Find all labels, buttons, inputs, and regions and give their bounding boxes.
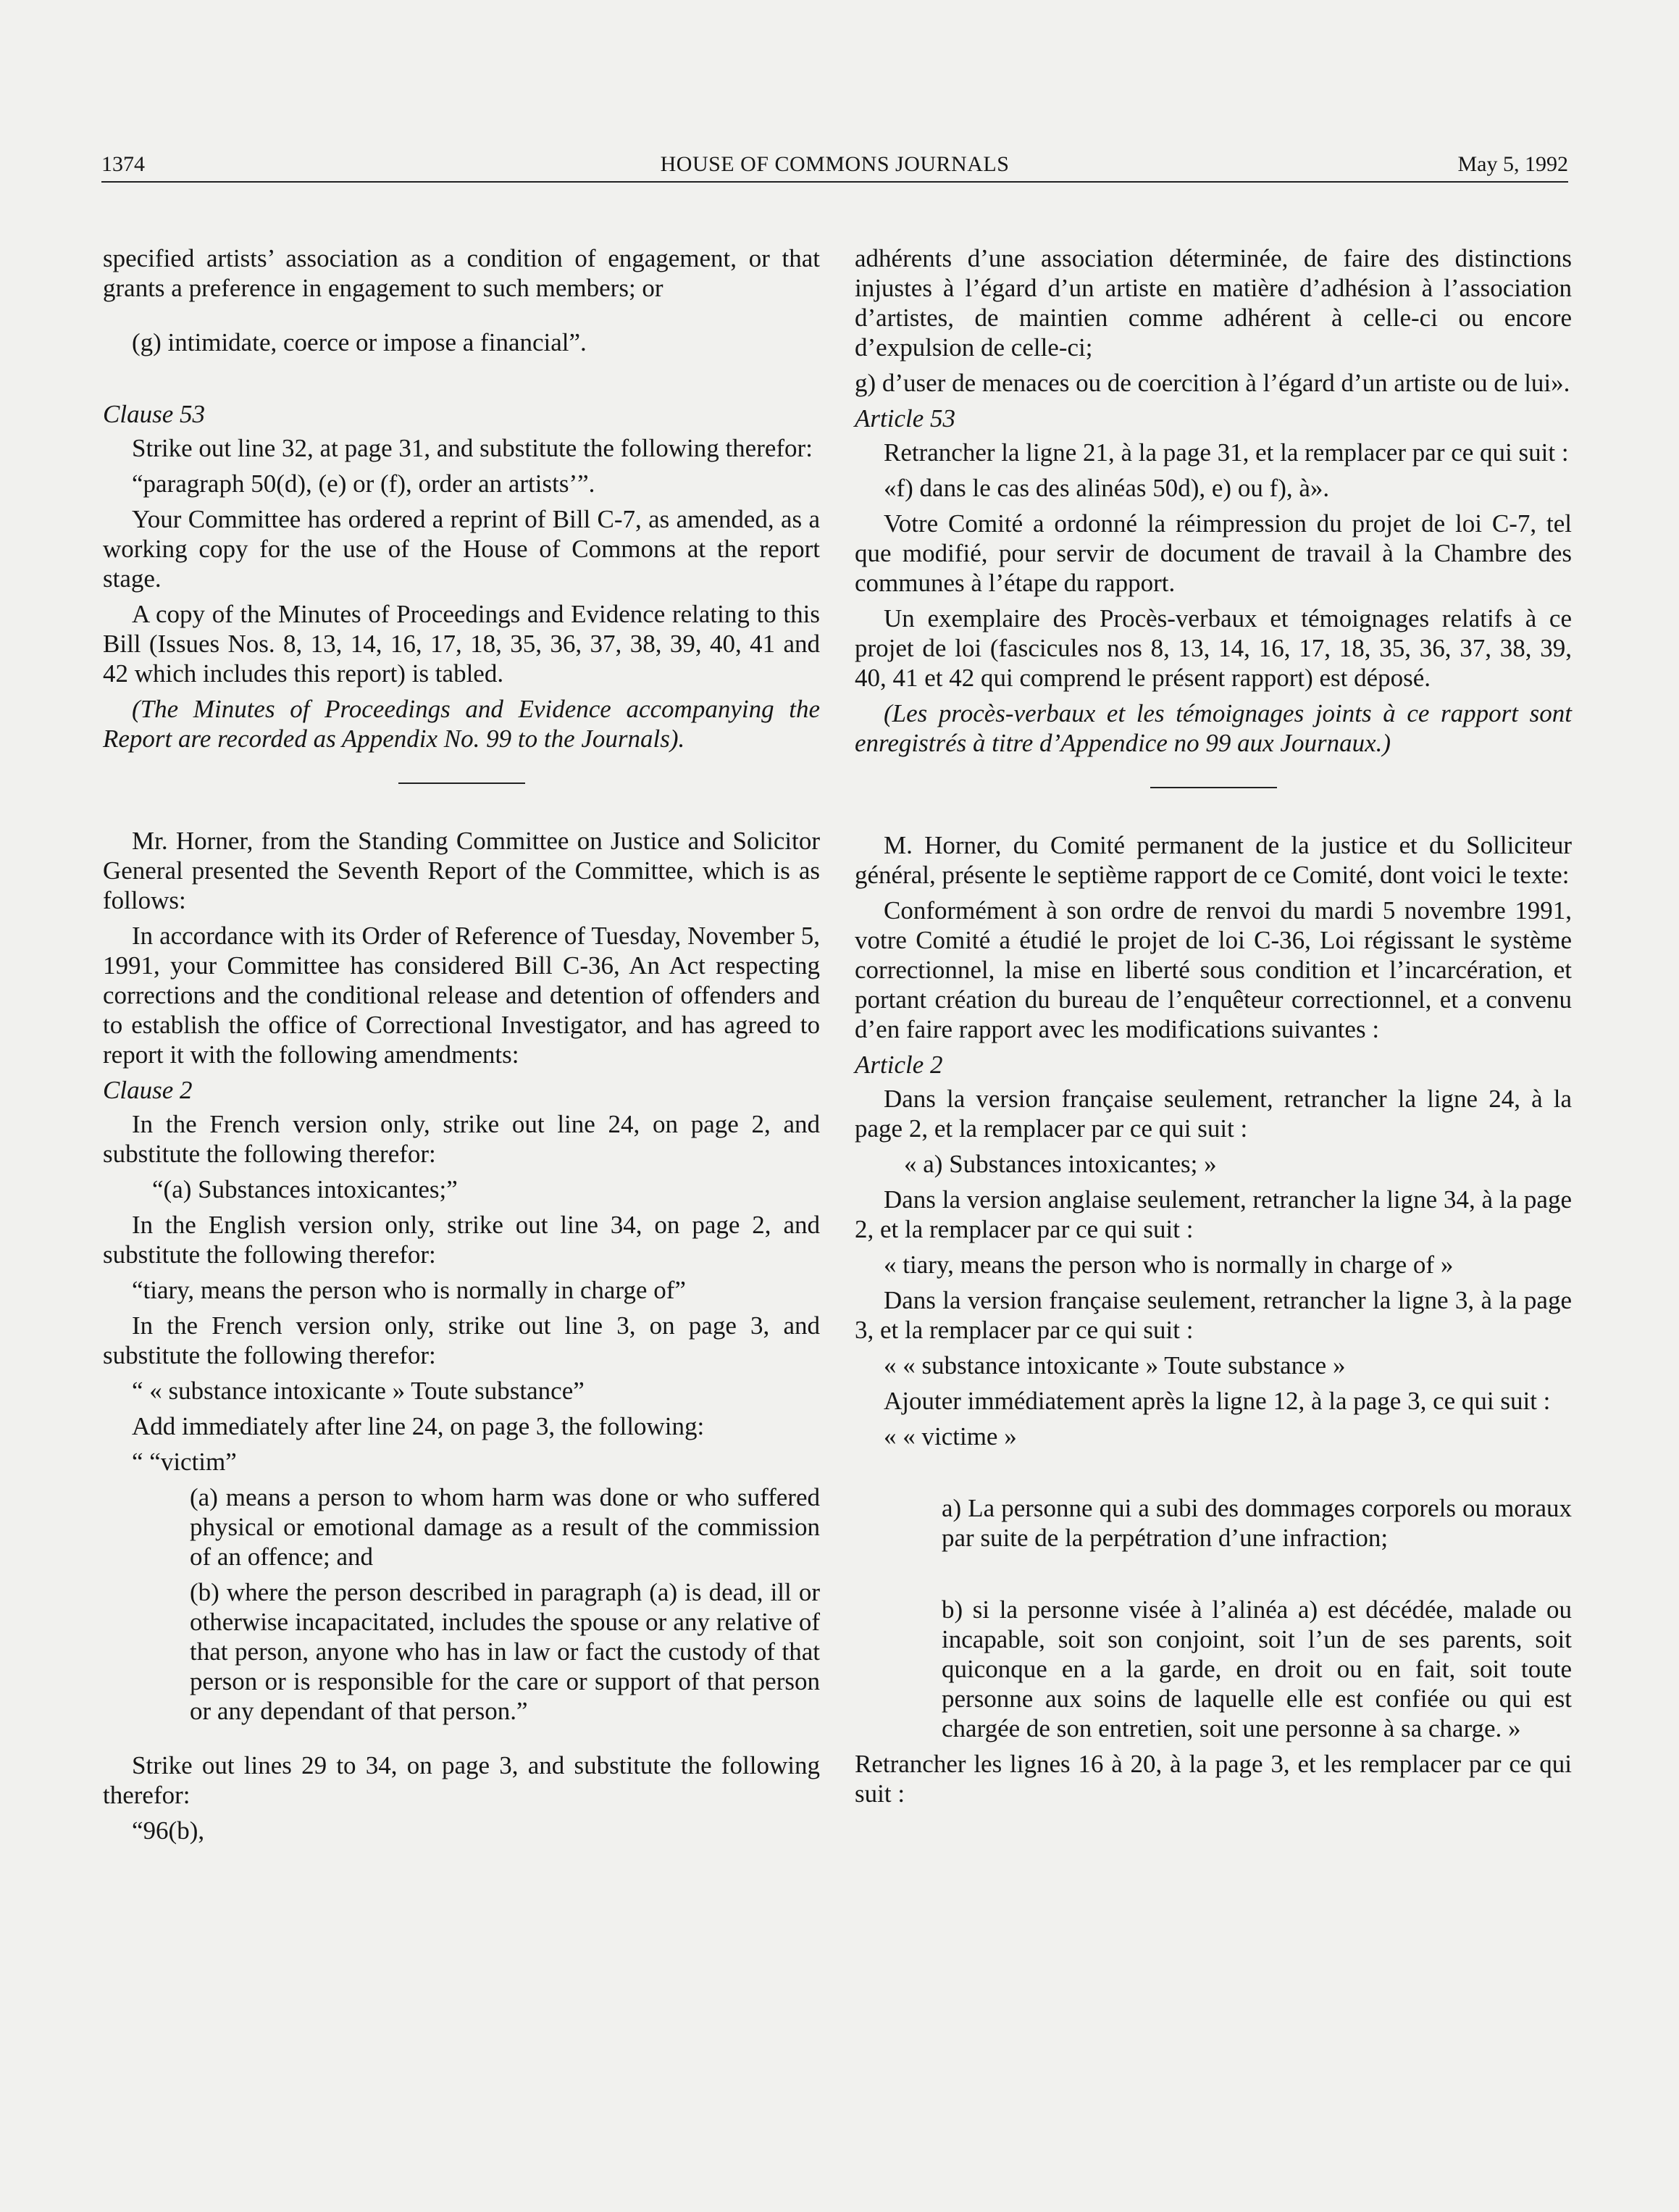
paragraph: Votre Comité a ordonné la réimpression du projet de loi C-7, tel que modifié, pour servir de document de travail à la Chambre des communes à l’étape du rapport. — [855, 509, 1572, 597]
journal-title: HOUSE OF COMMONS JOURNALS — [660, 152, 1010, 176]
paragraph: Un exemplaire des Procès-verbaux et témoignages relatifs à ce projet de loi (fascicules nos 8, 13, 14, 16, 17, 18, 35, 36, 37, 38, 39, 40, 41 et 42 qui comprend le présent rapport) est déposé. — [855, 604, 1572, 692]
paragraph: g) d’user de menaces ou de coercition à l’égard d’un artiste ou de lui». — [855, 369, 1570, 397]
article-heading: Article 53 — [855, 404, 955, 433]
paragraph: Add immediately after line 24, on page 3, the following: — [132, 1412, 705, 1440]
paragraph: (The Minutes of Proceedings and Evidence accompanying the Report are recorded as Appendix No. 99 to the Journals). — [103, 695, 820, 753]
paragraph: Dans la version française seulement, retrancher la ligne 3, à la page 3, et la remplacer par ce qui suit : — [855, 1286, 1572, 1344]
paragraph: Strike out line 32, at page 31, and substitute the following therefor: — [132, 434, 813, 462]
paragraph: « « substance intoxicante » Toute substance » — [884, 1351, 1346, 1380]
paragraph: “ “victim” — [132, 1448, 237, 1476]
paragraph: (b) where the person described in paragraph (a) is dead, ill or otherwise incapacitated, includes the spouse or any relative of that person, anyone who has in law or fact the custody of that person or is responsible for the care or support of that person or any dependant of that person.” — [190, 1578, 820, 1725]
paragraph: A copy of the Minutes of Proceedings and Evidence relating to this Bill (Issues Nos. 8, 13, 14, 16, 17, 18, 35, 36, 37, 38, 39, 40, 41 and 42 which includes this report) is tabled. — [103, 600, 820, 688]
paragraph: “96(b), — [132, 1816, 205, 1845]
paragraph: M. Horner, du Comité permanent de la justice et du Solliciteur général, présente le septième rapport de ce Comité, dont voici le texte: — [855, 831, 1572, 889]
english-column — [103, 243, 820, 1851]
paragraph: Ajouter immédiatement après la ligne 12, à la page 3, ce qui suit : — [884, 1387, 1551, 1415]
paragraph: «f) dans le cas des alinéas 50d), e) ou f), à». — [884, 474, 1330, 502]
paragraph: Dans la version anglaise seulement, retrancher la ligne 34, à la page 2, et la remplacer par ce qui suit : — [855, 1185, 1572, 1243]
paragraph: “(a) Substances intoxicantes;” — [152, 1175, 458, 1203]
paragraph: Conformément à son ordre de renvoi du mardi 5 novembre 1991, votre Comité a étudié le projet de loi C-36, Loi régissant le système correctionnel, la mise en liberté sous condition et l’incarcération, et portant création du bureau de l’enquêteur correctionnel, et a convenu d’en faire rapport avec les modifications suivantes : — [855, 896, 1572, 1043]
paragraph: In the French version only, strike out line 3, on page 3, and substitute the following therefor: — [103, 1311, 820, 1369]
section-divider — [1150, 787, 1277, 788]
paragraph: Mr. Horner, from the Standing Committee on Justice and Solicitor General presented the Seventh Report of the Committee, which is as follows: — [103, 827, 820, 914]
paragraph: « a) Substances intoxicantes; » — [904, 1150, 1217, 1178]
paragraph: “ « substance intoxicante » Toute substance” — [132, 1377, 585, 1405]
paragraph: Your Committee has ordered a reprint of Bill C-7, as amended, as a working copy for the use of the House of Commons at the report stage. — [103, 505, 820, 593]
running-header — [101, 145, 1568, 183]
paragraph: Retrancher la ligne 21, à la page 31, et la remplacer par ce qui suit : — [884, 438, 1569, 467]
french-column — [855, 243, 1572, 1814]
paragraph: b) si la personne visée à l’alinéa a) est décédée, malade ou incapable, soit son conjoint, soit l’un de ses parents, soit quiconque en a la garde, en droit ou en fait, soit toute personne aux soins de laquelle elle est confiée ou qui est chargée de son entretien, soit une personne à sa charge. » — [942, 1595, 1572, 1743]
page-number: 1374 — [101, 152, 145, 176]
section-divider — [398, 782, 525, 784]
paragraph: (a) means a person to whom harm was done or who suffered physical or emotional damage as a result of the commission of an offence; and — [190, 1483, 820, 1571]
paragraph: adhérents d’une association déterminée, de faire des distinctions injustes à l’égard d’un artiste en matière d’adhésion à l’association d’artistes, de maintien comme adhérent à celle-ci ou encore d’expulsion de celle-ci; — [855, 244, 1572, 362]
paragraph: “tiary, means the person who is normally in charge of” — [132, 1276, 686, 1304]
paragraph: Strike out lines 29 to 34, on page 3, and substitute the following therefor: — [103, 1751, 820, 1809]
paragraph: (Les procès-verbaux et les témoignages joints à ce rapport sont enregistrés à titre d’Appendice no 99 aux Journaux.) — [855, 699, 1572, 757]
paragraph: a) La personne qui a subi des dommages corporels ou moraux par suite de la perpétration d’une infraction; — [942, 1494, 1572, 1552]
article-heading: Article 2 — [855, 1051, 943, 1079]
paragraph: In the French version only, strike out line 24, on page 2, and substitute the following therefor: — [103, 1110, 820, 1168]
paragraph: “paragraph 50(d), (e) or (f), order an artists’”. — [132, 469, 595, 498]
clause-heading: Clause 53 — [103, 400, 205, 428]
paragraph: « tiary, means the person who is normally in charge of » — [884, 1251, 1454, 1279]
paragraph: Retrancher les lignes 16 à 20, à la page 3, et les remplacer par ce qui suit : — [855, 1750, 1572, 1808]
clause-heading: Clause 2 — [103, 1076, 193, 1104]
paragraph: « « victime » — [884, 1422, 1017, 1451]
paragraph: (g) intimidate, coerce or impose a financial”. — [132, 328, 587, 356]
paragraph: specified artists’ association as a condition of engagement, or that grants a preference in engagement to such members; or — [103, 244, 820, 302]
paragraph: In accordance with its Order of Reference of Tuesday, November 5, 1991, your Committee has considered Bill C-36, An Act respecting corrections and the conditional release and detention of offenders and to establish the office of Correctional Investigator, and has agreed to report it with the following amendments: — [103, 922, 820, 1069]
paragraph: Dans la version française seulement, retrancher la ligne 24, à la page 2, et la remplacer par ce qui suit : — [855, 1085, 1572, 1143]
paragraph: In the English version only, strike out line 34, on page 2, and substitute the following therefor: — [103, 1211, 820, 1269]
header-date: May 5, 1992 — [1457, 152, 1568, 176]
